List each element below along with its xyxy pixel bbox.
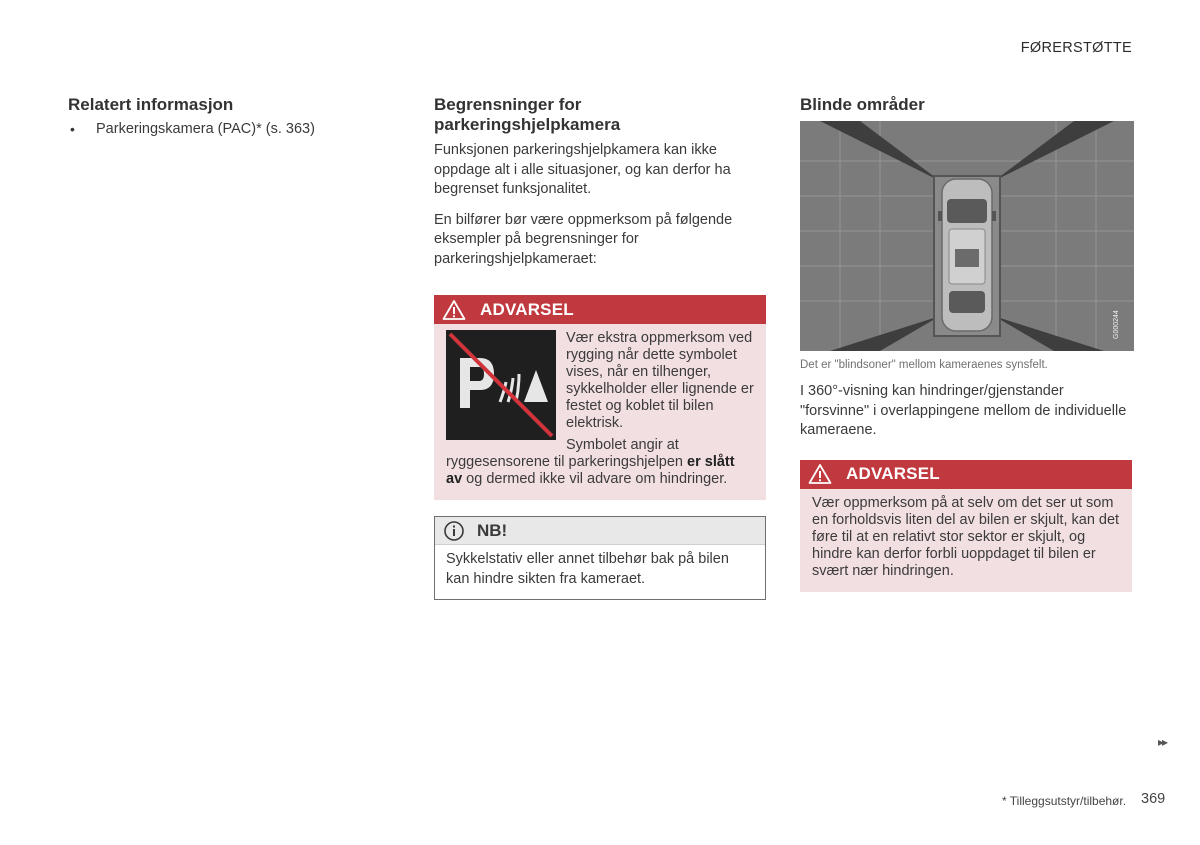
warning-body [434, 324, 766, 488]
image-code: G000244 [1113, 310, 1120, 339]
warning-triangle-icon [808, 463, 832, 485]
warning-text-2-emphasis: er slått av [446, 454, 735, 487]
blind-areas-title: Blinde områder [800, 95, 925, 114]
illustration-caption: Det er "blindsoner" mellom kameraenes synsfelt. [800, 359, 1048, 371]
related-link-item[interactable] [68, 119, 400, 139]
warning-text-2-end: og dermed ikke vil advare om hindringer. [462, 471, 728, 487]
related-info-list [68, 119, 400, 139]
next-page-icon[interactable]: ▸▸ [1157, 735, 1166, 749]
blind-warning-box [800, 460, 1132, 592]
limitations-examples: En bilfører bør være oppmerksom på følgende eksempler på begrensninger for parkeringshjelpkameraet: [434, 211, 733, 267]
blind-areas-column [800, 95, 1132, 592]
note-text: Sykkelstativ eller annet tilbehør bak på bilen kan hindre sikten fra kameraet. [446, 551, 729, 587]
warning-triangle-icon [442, 299, 466, 321]
note-title: NB! [477, 520, 508, 540]
footnote: * Tilleggsutstyr/tilbehør. [1002, 794, 1127, 808]
blind-zone-illustration [800, 121, 1134, 351]
related-info-title: Relatert informasjon [68, 95, 234, 114]
page-number: 369 [1141, 791, 1166, 807]
warning-text-1: Vær ekstra oppmerksom ved rygging når dette symbolet vises, når en tilhenger, sykkelholder eller lignende er festet og koblet til bilen elektrisk. [566, 330, 754, 431]
warning-text-2 [446, 437, 754, 488]
limitations-column [434, 95, 766, 600]
blind-warning-header [800, 460, 1132, 489]
bullet-marker: • [70, 121, 75, 137]
section-label: FØRERSTØTTE [1020, 40, 1132, 56]
blind-areas-text: I 360°-visning kan hindringer/gjenstander "forsvinne" i overlappingene mellom de individuelle kameraene. [800, 383, 1127, 438]
warning-text-2-start: Symbolet angir at ryggesensorene til parkeringshjelpen [446, 437, 688, 470]
note-box [434, 516, 766, 600]
blind-warning-title: ADVARSEL [846, 464, 940, 483]
parking-sensor-off-icon [446, 330, 556, 440]
warning-header [434, 295, 766, 324]
limitations-intro: Funksjonen parkeringshjelpkamera kan ikke oppdage alt i alle situasjoner, og kan derfor ha begrenset funksjonalitet. [434, 142, 731, 197]
info-icon [443, 520, 465, 542]
note-header [435, 517, 765, 545]
warning-title: ADVARSEL [480, 299, 574, 319]
related-info-column [68, 95, 400, 139]
blind-warning-text: Vær oppmerksom på at selv om det ser ut som en forholdsvis liten del av bilen er skjult, kan det føre til at en relativt stor sektor er skjult, og hindre kan derfor forbli uoppdaget til bilen er svært nær hindringen. [812, 494, 1120, 579]
limitations-title: Begrensninger for parkeringshjelpkamera [434, 95, 621, 134]
warning-box [434, 295, 766, 500]
related-link-text[interactable]: Parkeringskamera (PAC)* (s. 363) [96, 121, 315, 137]
